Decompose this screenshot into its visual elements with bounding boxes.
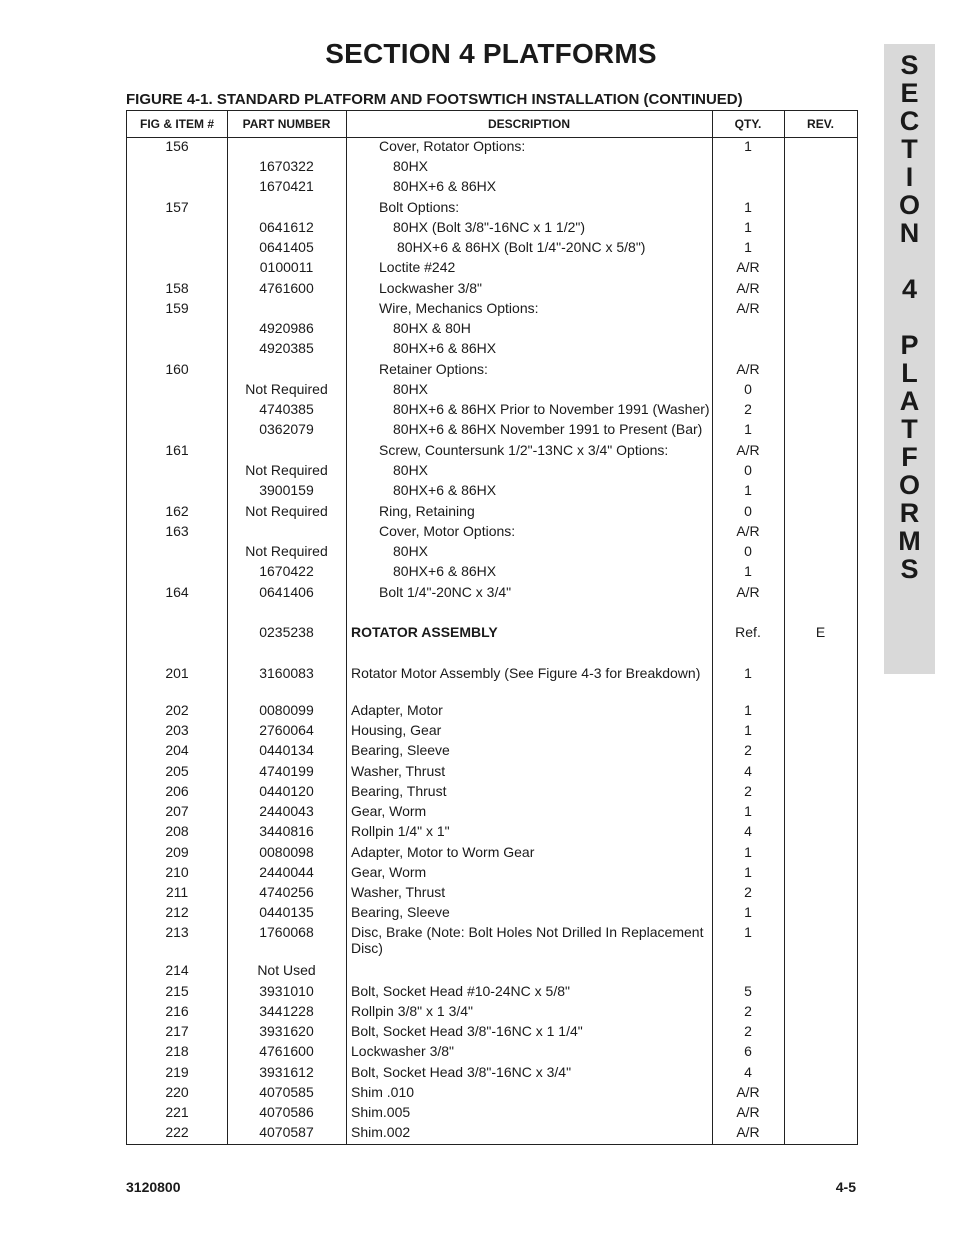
- description-cell: Bolt Options:: [379, 199, 460, 215]
- side-tab-letter: L: [901, 358, 918, 388]
- qty-cell: 0: [744, 503, 752, 519]
- fig-item-cell: 208: [165, 823, 189, 839]
- qty-cell: 5: [744, 983, 752, 999]
- description-cell: 80HX+6 & 86HX: [393, 563, 497, 579]
- part-number-cell: Not Required: [245, 503, 328, 519]
- description-cell: Lockwasher 3/8": [379, 280, 483, 296]
- qty-cell: 2: [744, 1003, 752, 1019]
- description-cell: Bolt, Socket Head 3/8"-16NC x 3/4": [351, 1064, 572, 1080]
- part-number-cell: 4070586: [259, 1104, 314, 1120]
- fig-item-cell: 216: [165, 1003, 189, 1019]
- part-number-cell: 2760064: [259, 722, 314, 738]
- table-row: [127, 320, 857, 340]
- part-number-cell: Not Required: [245, 462, 328, 478]
- part-number-cell: 0100011: [259, 259, 314, 275]
- side-tab-letter: 4: [901, 274, 918, 304]
- description-cell: Disc, Brake (Note: Bolt Holes Not Drilled In Replacement Disc): [351, 924, 704, 956]
- fig-item-cell: 164: [165, 584, 189, 600]
- table-row: [127, 803, 857, 823]
- side-tab-letter: F: [901, 442, 918, 472]
- table-row: [127, 158, 857, 178]
- table-row: [127, 624, 857, 644]
- table-row: [127, 178, 857, 198]
- qty-cell: A/R: [736, 523, 760, 539]
- table-row: [127, 763, 857, 783]
- figure-title: FIGURE 4-1. STANDARD PLATFORM AND FOOTSWTICH INSTALLATION (CONTINUED): [126, 91, 743, 108]
- description-cell: Shim .010: [351, 1084, 415, 1100]
- part-number-cell: 2440043: [259, 803, 314, 819]
- table-row: [127, 138, 857, 158]
- part-number-cell: 3931010: [259, 983, 314, 999]
- qty-cell: 0: [744, 381, 752, 397]
- table-row: [127, 1064, 857, 1084]
- part-number-cell: 0235238: [259, 624, 314, 640]
- table-row: [127, 219, 857, 239]
- table-row: [127, 401, 857, 421]
- qty-cell: A/R: [736, 280, 760, 296]
- part-number-cell: 4920385: [259, 340, 314, 356]
- part-number-cell: 4740199: [259, 763, 314, 779]
- description-cell: Lockwasher 3/8": [351, 1043, 455, 1059]
- part-number-cell: 4761600: [259, 280, 314, 296]
- page-number: 4-5: [835, 1179, 856, 1195]
- description-cell: Cover, Motor Options:: [379, 523, 516, 539]
- qty-cell: 6: [744, 1043, 752, 1059]
- description-cell: Cover, Rotator Options:: [379, 138, 526, 154]
- side-tab-letter: E: [900, 78, 919, 108]
- side-tab-letter: T: [901, 414, 918, 444]
- qty-cell: A/R: [736, 1104, 760, 1120]
- qty-cell: 1: [744, 219, 752, 235]
- description-cell: Loctite #242: [379, 259, 456, 275]
- rev-cell: E: [815, 624, 826, 640]
- part-number-cell: 2440044: [259, 864, 314, 880]
- description-cell: 80HX & 80H: [393, 320, 471, 336]
- part-number-cell: 0362079: [259, 421, 314, 437]
- qty-cell: 1: [744, 665, 752, 681]
- table-row: [127, 462, 857, 482]
- table-row: [127, 983, 857, 1003]
- table-row: [127, 381, 857, 401]
- table-row: [127, 563, 857, 583]
- fig-item-cell: 209: [165, 844, 189, 860]
- qty-cell: 1: [744, 844, 752, 860]
- description-cell: 80HX: [393, 158, 429, 174]
- part-number-cell: 1670421: [259, 178, 314, 194]
- qty-cell: 1: [744, 722, 752, 738]
- table-row: [127, 1043, 857, 1063]
- table-row: [127, 904, 857, 924]
- header-fig-item: FIG & ITEM #: [139, 117, 214, 131]
- fig-item-cell: 212: [165, 904, 189, 920]
- qty-cell: 1: [744, 924, 752, 940]
- part-number-cell: 3441228: [259, 1003, 314, 1019]
- description-cell: Washer, Thrust: [351, 884, 446, 900]
- qty-cell: 1: [744, 563, 752, 579]
- fig-item-cell: 163: [165, 523, 189, 539]
- side-tab-letter: I: [905, 162, 914, 192]
- qty-cell: 2: [744, 1023, 752, 1039]
- side-tab-letter: A: [899, 386, 920, 416]
- description-cell: 80HX+6 & 86HX November 1991 to Present (Bar): [393, 421, 703, 437]
- description-cell: Bolt, Socket Head 3/8"-16NC x 1 1/4": [351, 1023, 583, 1039]
- table-row: [127, 1124, 857, 1144]
- table-row: [127, 340, 857, 360]
- side-tab-letter: O: [898, 470, 920, 500]
- section-side-tab: [884, 44, 935, 674]
- fig-item-cell: 205: [165, 763, 189, 779]
- table-row: [127, 924, 857, 961]
- part-number-cell: 0440134: [259, 742, 314, 758]
- header-qty: QTY.: [734, 117, 762, 131]
- qty-cell: 2: [744, 884, 752, 900]
- description-cell: Bearing, Sleeve: [351, 742, 450, 758]
- description-cell: 80HX+6 & 86HX: [393, 482, 497, 498]
- description-cell: Bearing, Sleeve: [351, 904, 450, 920]
- side-tab-letter: T: [901, 134, 918, 164]
- description-cell: 80HX+6 & 86HX (Bolt 1/4"-20NC x 5/8"): [397, 239, 646, 255]
- part-number-cell: 3900159: [259, 482, 314, 498]
- qty-cell: 1: [744, 864, 752, 880]
- qty-cell: 4: [744, 823, 752, 839]
- fig-item-cell: 157: [165, 199, 189, 215]
- part-number-cell: 3931612: [259, 1064, 314, 1080]
- fig-item-cell: 215: [165, 983, 189, 999]
- part-number-cell: 4740256: [259, 884, 314, 900]
- side-tab-letter: S: [900, 554, 919, 584]
- part-number-cell: 1670322: [259, 158, 314, 174]
- header-description: DESCRIPTION: [487, 117, 570, 131]
- description-cell: 80HX: [393, 381, 429, 397]
- table-row: [127, 300, 857, 320]
- table-row: [127, 823, 857, 843]
- fig-item-cell: 217: [165, 1023, 189, 1039]
- table-row: [127, 783, 857, 803]
- qty-cell: A/R: [736, 1124, 760, 1140]
- qty-cell: 4: [744, 763, 752, 779]
- qty-cell: 1: [744, 702, 752, 718]
- table-row: [127, 844, 857, 864]
- description-cell: ROTATOR ASSEMBLY: [351, 624, 498, 640]
- description-cell: Washer, Thrust: [351, 763, 446, 779]
- qty-cell: 0: [744, 462, 752, 478]
- fig-item-cell: 221: [165, 1104, 189, 1120]
- description-cell: Bolt, Socket Head #10-24NC x 5/8": [351, 983, 570, 999]
- table-row: [127, 280, 857, 300]
- qty-cell: A/R: [736, 259, 760, 275]
- table-row: [127, 421, 857, 441]
- table-row: [127, 199, 857, 219]
- qty-cell: A/R: [736, 1084, 760, 1100]
- side-tab-letter: O: [898, 190, 920, 220]
- description-cell: Shim.005: [351, 1104, 411, 1120]
- part-number-cell: 3440816: [259, 823, 314, 839]
- description-cell: 80HX+6 & 86HX Prior to November 1991 (Washer): [393, 401, 710, 417]
- part-number-cell: 3160083: [259, 665, 314, 681]
- qty-cell: 1: [744, 199, 752, 215]
- table-row: [127, 259, 857, 279]
- qty-cell: 4: [744, 1064, 752, 1080]
- qty-cell: 2: [744, 742, 752, 758]
- part-number-cell: 0080098: [259, 844, 314, 860]
- description-cell: Shim.002: [351, 1124, 411, 1140]
- qty-cell: 2: [744, 401, 752, 417]
- document-number: 3120800: [126, 1179, 181, 1195]
- fig-item-cell: 202: [165, 702, 189, 718]
- table-row: [127, 239, 857, 259]
- part-number-cell: 1760068: [259, 924, 314, 940]
- qty-cell: A/R: [736, 361, 760, 377]
- qty-cell: 1: [744, 421, 752, 437]
- qty-cell: A/R: [736, 584, 760, 600]
- fig-item-cell: 214: [165, 962, 189, 978]
- parts-table: [126, 110, 858, 1145]
- part-number-cell: Not Used: [257, 962, 316, 978]
- table-row: [127, 665, 857, 702]
- part-number-cell: 0641406: [259, 584, 314, 600]
- table-row: [127, 584, 857, 604]
- part-number-cell: 4761600: [259, 1043, 314, 1059]
- description-cell: Gear, Worm: [351, 803, 427, 819]
- side-tab-letter: P: [900, 330, 919, 360]
- header-rev: REV.: [807, 117, 834, 131]
- qty-cell: A/R: [736, 300, 760, 316]
- table-row: [127, 702, 857, 722]
- fig-item-cell: 159: [165, 300, 189, 316]
- side-tab-letter: M: [898, 526, 921, 556]
- description-cell: 80HX: [393, 462, 429, 478]
- description-cell: Rollpin 1/4" x 1": [351, 823, 450, 839]
- part-number-cell: 3931620: [259, 1023, 314, 1039]
- description-cell: Bearing, Thrust: [351, 783, 447, 799]
- part-number-cell: 4070585: [259, 1084, 314, 1100]
- qty-cell: A/R: [736, 442, 760, 458]
- section-title: SECTION 4 PLATFORMS: [325, 38, 657, 69]
- fig-item-cell: 201: [165, 665, 189, 681]
- table-row: [127, 1084, 857, 1104]
- side-tab-letter: C: [899, 106, 920, 136]
- description-cell: 80HX+6 & 86HX: [393, 340, 497, 356]
- description-cell: Retainer Options:: [379, 361, 488, 377]
- table-row: [127, 442, 857, 462]
- fig-item-cell: 206: [165, 783, 189, 799]
- fig-item-cell: 156: [165, 138, 189, 154]
- fig-item-cell: 211: [165, 884, 189, 900]
- fig-item-cell: 220: [165, 1084, 189, 1100]
- table-row: [127, 962, 857, 982]
- table-row: [127, 543, 857, 563]
- table-row: [127, 523, 857, 543]
- description-cell: Gear, Worm: [351, 864, 427, 880]
- table-row: [127, 1003, 857, 1023]
- description-cell: Bolt 1/4"-20NC x 3/4": [379, 584, 512, 600]
- table-row: [127, 722, 857, 742]
- table-header: [127, 111, 857, 138]
- fig-item-cell: 213: [165, 924, 189, 940]
- description-cell: 80HX+6 & 86HX: [393, 178, 497, 194]
- fig-item-cell: 207: [165, 803, 189, 819]
- header-part-number: PART NUMBER: [242, 117, 331, 131]
- part-number-cell: 4070587: [259, 1124, 314, 1140]
- qty-cell: 1: [744, 239, 752, 255]
- qty-cell: 0: [744, 543, 752, 559]
- table-row: [127, 864, 857, 884]
- description-cell: Wire, Mechanics Options:: [379, 300, 539, 316]
- part-number-cell: 1670422: [259, 563, 314, 579]
- part-number-cell: 4920986: [259, 320, 314, 336]
- part-number-cell: Not Required: [245, 543, 328, 559]
- description-cell: Rollpin 3/8" x 1 3/4": [351, 1003, 474, 1019]
- side-tab-letter: N: [899, 218, 920, 248]
- qty-cell: 1: [744, 803, 752, 819]
- fig-item-cell: 158: [165, 280, 189, 296]
- part-number-cell: 4740385: [259, 401, 314, 417]
- description-cell: Rotator Motor Assembly (See Figure 4-3 for Breakdown): [351, 665, 701, 681]
- fig-item-cell: 222: [165, 1124, 189, 1140]
- qty-cell: 1: [744, 138, 752, 154]
- part-number-cell: Not Required: [245, 381, 328, 397]
- description-cell: Ring, Retaining: [379, 503, 475, 519]
- fig-item-cell: 210: [165, 864, 189, 880]
- qty-cell: Ref.: [735, 624, 761, 640]
- description-cell: Adapter, Motor to Worm Gear: [351, 844, 535, 860]
- qty-cell: 2: [744, 783, 752, 799]
- side-tab-letter: S: [900, 50, 919, 80]
- fig-item-cell: 204: [165, 742, 189, 758]
- table-row: [127, 1023, 857, 1043]
- table-row: [127, 361, 857, 381]
- qty-cell: 1: [744, 482, 752, 498]
- fig-item-cell: 218: [165, 1043, 189, 1059]
- table-row: [127, 884, 857, 904]
- part-number-cell: 0641405: [259, 239, 314, 255]
- table-row: [127, 503, 857, 523]
- part-number-cell: 0641612: [259, 219, 314, 235]
- table-row: [127, 742, 857, 762]
- fig-item-cell: 203: [165, 722, 189, 738]
- side-tab-letter: R: [899, 498, 920, 528]
- fig-item-cell: 219: [165, 1064, 189, 1080]
- description-cell: Screw, Countersunk 1/2"-13NC x 3/4" Options:: [379, 442, 669, 458]
- description-cell: 80HX (Bolt 3/8"-16NC x 1 1/2"): [393, 219, 586, 235]
- description-cell: 80HX: [393, 543, 429, 559]
- qty-cell: 1: [744, 904, 752, 920]
- fig-item-cell: 162: [165, 503, 189, 519]
- fig-item-cell: 160: [165, 361, 189, 377]
- table-row: [127, 482, 857, 502]
- fig-item-cell: 161: [165, 442, 189, 458]
- description-cell: Adapter, Motor: [351, 702, 443, 718]
- part-number-cell: 0440120: [259, 783, 314, 799]
- description-cell: Housing, Gear: [351, 722, 442, 738]
- part-number-cell: 0080099: [259, 702, 314, 718]
- table-row: [127, 1104, 857, 1124]
- part-number-cell: 0440135: [259, 904, 314, 920]
